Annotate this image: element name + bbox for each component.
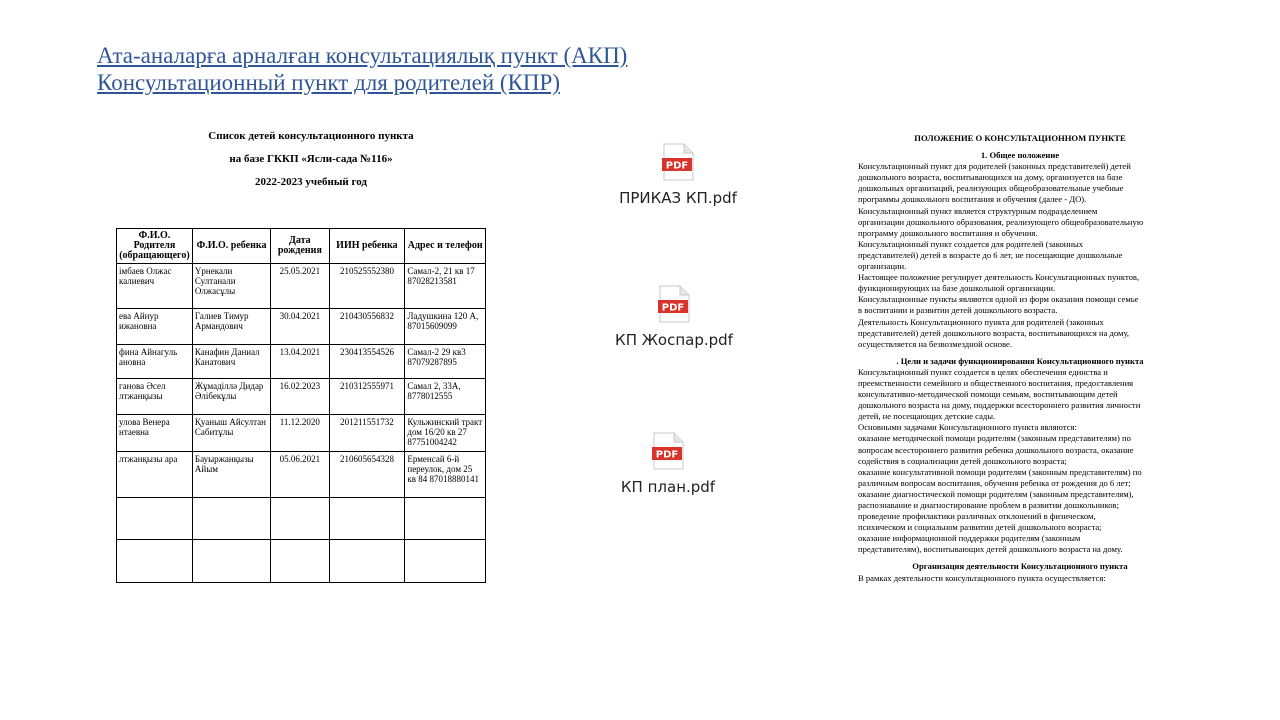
file-plan[interactable]	[588, 432, 748, 496]
table-row	[117, 345, 486, 379]
table-cell: улова Венера нтаевна	[117, 415, 193, 452]
section-2-heading: . Цели и задачи функционирования Консультационного пункта	[896, 355, 1144, 366]
text-line: Консультационный пункт является структурным подразделением	[858, 205, 1098, 216]
column-header: ИИН ребенка	[329, 229, 405, 264]
text-line: функционирующих на базе дошкольной организации.	[858, 283, 1056, 294]
text-line: оказание информационной поддержки родителям (законным	[858, 533, 1081, 544]
text-line: организации дошкольного образования, реализующего общеобразовательную	[858, 216, 1144, 227]
text-line: Основными задачами Консультационного пункта являются:	[858, 422, 1077, 433]
title-link-kk[interactable]: Ата-аналарға арналған консультациялық пункт (АКП)	[97, 43, 628, 68]
text-line: проведение профилактики различных отклонений в физическом,	[858, 511, 1096, 522]
text-line: дошкольного возраста на дому, поддержки всестороннего развития личности	[858, 400, 1141, 411]
table-row	[117, 498, 486, 540]
text-line: содействия в социализации детей дошкольного возраста;	[858, 455, 1067, 466]
table-cell: Самал 2, 33А, 8778012555	[405, 379, 486, 415]
table-cell	[405, 540, 486, 583]
table-cell	[192, 498, 270, 540]
text-line: вопросам всестороннего развития ребенка дошкольного возраста, оказание	[858, 444, 1134, 455]
text-line: программу дошкольного воспитания и обучения.	[858, 227, 1038, 238]
text-line: преемственности семейного и общественного воспитания, предоставления	[858, 377, 1134, 388]
table-cell: 210605654328	[329, 452, 405, 498]
table-cell: лтжанқызы ара	[117, 452, 193, 498]
table-cell: ганова Әсел лтжанқызы	[117, 379, 193, 415]
svg-text:PDF: PDF	[665, 160, 689, 172]
section-3-body	[858, 573, 1182, 584]
children-table	[116, 228, 486, 583]
text-line: организации.	[858, 261, 907, 272]
table-header-row	[117, 229, 486, 264]
table-cell: Самал-2 29 кв3 87079287895	[405, 345, 486, 379]
text-line: консультативно-методической помощи семьям, воспитывающим детей	[858, 389, 1118, 400]
table-cell: 05.06.2021	[271, 452, 329, 498]
file-name: КП план.pdf	[620, 478, 716, 496]
heading-line-1: Список детей консультационного пункта	[208, 130, 414, 142]
text-line: Настоящее положение регулирует деятельность Консультационных пунктов,	[858, 272, 1140, 283]
table-row	[117, 452, 486, 498]
table-cell: Галиев Тимур Армандович	[192, 309, 270, 345]
table-row	[117, 379, 486, 415]
text-line: распознавание и диагностирование проблем в развитии дошкольников;	[858, 500, 1120, 510]
column-header: Ф.И.О. ребенка	[192, 229, 270, 264]
svg-text:PDF: PDF	[655, 449, 679, 461]
table-cell: Жұмаділлә Дидар Әлібекұлы	[192, 379, 270, 415]
text-line: представителей) детей в возрасте до 6 лет, не посещающие дошкольные	[858, 249, 1123, 260]
column-header: Дата рождения	[271, 229, 329, 264]
text-line: В рамках деятельности консультационного пункта осуществляется:	[858, 572, 1106, 583]
table-cell	[271, 540, 329, 583]
table-row	[117, 415, 486, 452]
table-cell: імбаев Олжас калиевич	[117, 264, 193, 309]
table-cell: 25.05.2021	[271, 264, 329, 309]
file-name: КП Жоспар.pdf	[615, 331, 733, 349]
table-row	[117, 309, 486, 345]
section-2-body	[858, 367, 1182, 556]
table-cell	[405, 498, 486, 540]
table-cell: 11.12.2020	[271, 415, 329, 452]
table-cell: фина Айнагуль ановна	[117, 345, 193, 379]
table-cell: 230413554526	[329, 345, 405, 379]
text-line: детей, не посещающих детские сады.	[858, 411, 996, 422]
column-header: Адрес и телефон	[405, 229, 486, 264]
table-cell	[271, 498, 329, 540]
column-header: Ф.И.О. Родителя (обращающего)	[117, 229, 193, 264]
text-line: дошкольного возраста, воспитывающихся на дому, организуется на базе	[858, 172, 1123, 183]
table-cell: 210312555971	[329, 379, 405, 415]
regulation-heading: ПОЛОЖЕНИЕ О КОНСУЛЬТАЦИОННОМ ПУНКТЕ	[914, 133, 1126, 143]
table-cell: Канафин Даниал Канатович	[192, 345, 270, 379]
table-cell: 201211551732	[329, 415, 405, 452]
heading-line-2: на базе ГККП «Ясли-сада №116»	[229, 153, 393, 165]
text-line: в воспитании и развитии детей дошкольного возраста.	[858, 305, 1058, 316]
text-line: оказание консультативной помощи родителям (законным представителям) по	[858, 466, 1142, 477]
table-cell: ева Айнур ижановна	[117, 309, 193, 345]
file-name: ПРИКАЗ КП.pdf	[619, 189, 737, 207]
pdf-icon	[652, 432, 684, 470]
section-1-heading: 1. Общее положение	[980, 150, 1060, 161]
text-line: Консультационный пункт создается для родителей (законных	[858, 238, 1084, 249]
text-line: представителям), воспитывающих детей дошкольного возраста на дому.	[858, 544, 1123, 555]
table-cell: 210430556832	[329, 309, 405, 345]
children-list-document	[116, 130, 486, 595]
text-line: оказание диагностической помощи родителям (законным представителям),	[858, 488, 1134, 499]
table-cell	[329, 498, 405, 540]
pdf-icon	[658, 285, 690, 323]
file-prikaz[interactable]	[598, 143, 758, 207]
text-line: программы дошкольного воспитания и обучения (далее - ДО).	[858, 194, 1087, 205]
text-line: различным вопросам воспитания, обучения ребенка от рождения до 6 лет;	[858, 477, 1131, 488]
table-cell: Ладушкина 120 А, 87015609099	[405, 309, 486, 345]
table-cell: Үрнекали Султанали Олжасұлы	[192, 264, 270, 309]
text-line: дошкольных организаций, реализующих общеобразовательные учебные	[858, 183, 1124, 194]
table-cell: 210525552380	[329, 264, 405, 309]
pdf-icon	[662, 143, 694, 181]
heading-line-3: 2022-2023 учебный год	[255, 176, 367, 188]
table-row	[117, 540, 486, 583]
text-line: Деятельность Консультационного пункта для родителей (законных	[858, 316, 1104, 327]
table-cell: 16.02.2023	[271, 379, 329, 415]
table-cell: Бауыржанқызы Айым	[192, 452, 270, 498]
svg-text:PDF: PDF	[661, 302, 685, 314]
table-cell	[117, 498, 193, 540]
table-cell	[192, 540, 270, 583]
children-list-heading	[141, 130, 481, 188]
page-title	[97, 42, 627, 96]
text-line: психическом и социальном развитии детей дошкольного возраста;	[858, 522, 1102, 533]
text-line: Консультационный пункт для родителей (законных представителей) детей	[858, 161, 1131, 172]
table-cell: Қуаныш Айсултан Сабитұлы	[192, 415, 270, 452]
text-line: представителей) детей дошкольного возраста, воспитывающихся на дому,	[858, 327, 1130, 338]
file-zhospar[interactable]	[594, 285, 754, 349]
section-3-heading: Организация деятельности Консультационного пункта	[912, 561, 1128, 572]
table-cell: Ерменсай 6-й переулок, дом 25 кв 84 87018880141	[405, 452, 486, 498]
text-line: осуществляется на безвозмездной основе.	[858, 338, 1013, 349]
table-cell	[329, 540, 405, 583]
table-cell	[117, 540, 193, 583]
table-row	[117, 264, 486, 309]
table-cell: 30.04.2021	[271, 309, 329, 345]
text-line: оказание методической помощи родителям (законным представителям) по	[858, 433, 1131, 444]
title-link-ru[interactable]: Консультационный пункт для родителей (КПР)	[97, 70, 560, 95]
text-line: Консультационные пункты являются одной из форм оказания помощи семье	[858, 294, 1139, 305]
regulation-document	[858, 133, 1182, 603]
table-cell: Кульжинский тракт дом 16/20 кв 27 87751004242	[405, 415, 486, 452]
text-line: Консультационный пункт создается в целях обеспечения единства и	[858, 366, 1108, 377]
table-cell: 13.04.2021	[271, 345, 329, 379]
section-1-body	[858, 161, 1182, 350]
table-cell: Самал-2, 21 кв 17 87028213581	[405, 264, 486, 309]
